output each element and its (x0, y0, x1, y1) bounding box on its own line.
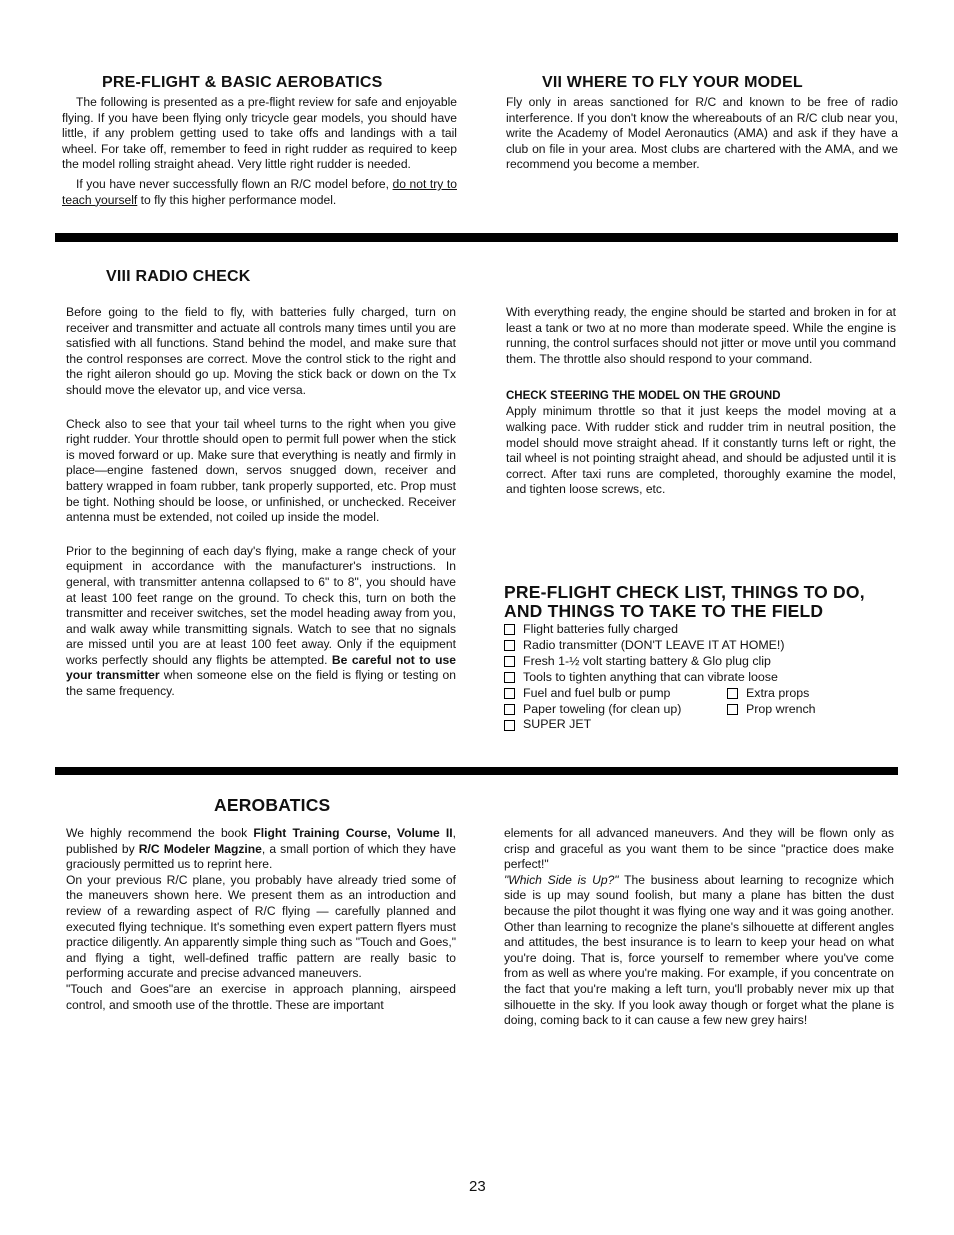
checklist-row (504, 702, 898, 718)
radio-check-paragraph-4: With everything ready, the engine should be started and broken in for at least a tank or two at no more than moderate speed. While the engine is running, the control surfaces should not jitter or move until you command them. The throttle also should respond to your command. (506, 305, 896, 366)
checklist-heading-line-2: AND THINGS TO TAKE TO THE FIELD (504, 601, 824, 621)
checklist-item[interactable]: SUPER JET (504, 717, 898, 733)
checkbox-icon[interactable] (504, 672, 515, 683)
section-divider-top (55, 233, 898, 242)
checklist-item[interactable]: Radio transmitter (DON'T LEAVE IT AT HOME!) (504, 638, 898, 654)
aerobatics-left-column (66, 826, 456, 1013)
checkbox-icon[interactable] (727, 704, 738, 715)
aerobatics-paragraph-2: On your previous R/C plane, you probably have already tried some of the maneuvers shown here. We present them as an introduction and review of a rewarding aspect of R/C flying — carefully planned and executed flying technique. It's something even expert pattern flyers must practice diligently. An apparently simple thing such as "Touch and Goes," and flying a tight, well-defined traffic pattern are really basic to performing accurate and precise advanced maneuvers. (66, 872, 456, 981)
checklist-item[interactable]: Paper toweling (for clean up) (504, 702, 727, 718)
aerobatics-paragraph-5: "Which Side is Up?" The business about learning to recognize which side is up may sound foolish, but many a plane has bitten the dust because the pilot thought it was flying one way and it was going another. Other than learning to recognize the plane's silhouette at different angles and attitudes, the best insurance is to learn to keep your head on what you're doing. That is, force yourself to remember where you've come from as well as where you're making. For example, if you concentrate on the fact that you're making a left turn, you'll probably never mix up that silhouette in the sky. If you look away though or forget what the plane is doing, coming back to it can cause a few new grey hairs! (504, 872, 894, 1028)
radio-check-left-column (66, 305, 456, 700)
which-side-up-lead: "Which Side is Up?" (504, 872, 619, 887)
checklist-heading-line-1: PRE-FLIGHT CHECK LIST, THINGS TO DO, (504, 582, 865, 602)
checkbox-icon[interactable] (504, 624, 515, 635)
checkbox-icon[interactable] (727, 688, 738, 699)
aerobatics-heading: AEROBATICS (214, 795, 331, 815)
checkbox-icon[interactable] (504, 640, 515, 651)
radio-check-paragraph-2: Check also to see that your tail wheel turns to the right when you give right rudder. Your throttle should open to permit full power when the stick is moved forward or up. Make sure that everything is neatly and firmly in place—engine fastened down, servos snugged down, receiver and battery wrapped in foam rubber, tank properly supported, etc. Prop must be tight. Nothing should be loose, or unfinished, or unchecked. Receiver antenna must be extended, not coiled up inside the model. (66, 416, 456, 525)
checklist-row (504, 686, 898, 702)
preflight-heading: PRE-FLIGHT & BASIC AEROBATICS (102, 74, 383, 91)
checkbox-icon[interactable] (504, 704, 515, 715)
section-divider-bottom (55, 767, 898, 775)
checkbox-icon[interactable] (504, 656, 515, 667)
aerobatics-right-column (504, 826, 894, 1029)
publisher-name: R/C Modeler Magzine (138, 841, 262, 856)
checklist-item[interactable]: Tools to tighten anything that can vibrate loose (504, 670, 898, 686)
preflight-paragraph-2: If you have never successfully flown an R/C model before, do not try to teach yourself to fly this higher performance model. (62, 176, 457, 207)
where-to-fly-body: Fly only in areas sanctioned for R/C and known to be free of radio interference. If you don't know the whereabouts of an R/C club near you, write the Academy of Model Aeronautics (AMA) and ask if they have a club on file in your area. Most clubs are chartered with the AMA, and we recommend you become a member. (506, 95, 898, 172)
checklist-item[interactable]: Fuel and fuel bulb or pump (504, 686, 727, 702)
aerobatics-paragraph-1: We highly recommend the book Flight Training Course, Volume II, published by R/C Modeler Magzine, a small portion of which they have graciously permitted us to reprint here. (66, 826, 456, 872)
aerobatics-paragraph-3: "Touch and Goes"are an exercise in approach planning, airspeed control, and smooth use of the throttle. These are important (66, 981, 456, 1012)
checkbox-icon[interactable] (504, 720, 515, 731)
aerobatics-paragraph-4: elements for all advanced maneuvers. And they will be flown only as crisp and graceful as you want them to be since "practice does make perfect!" (504, 826, 894, 872)
radio-check-paragraph-3: Prior to the beginning of each day's flying, make a range check of your equipment in accordance with the manufacturer's instructions. In general, with transmitter antenna collapsed to 6" to 8", you should have at least 100 feet range on the ground. To check this, turn on both the transmitter and receiver switches, set the model heading away from you, and walk away while transmitting signals. Watch to see that no signals are missed until you are at least 100 feet away. Only if the equipment works perfectly should any flights be attempted. Be careful not to use your transmitter when someone else on the field is flying or testing on the same frequency. (66, 543, 456, 699)
preflight-warning-underline: do not try to teach yourself (62, 176, 457, 207)
transmitter-warning: Be careful not to use your transmitter (66, 652, 456, 683)
checklist-item[interactable]: Extra props (727, 686, 809, 702)
checklist-item[interactable]: Prop wrench (727, 702, 816, 718)
checklist-section (504, 583, 898, 733)
steering-heading: CHECK STEERING THE MODEL ON THE GROUND (506, 390, 781, 403)
steering-body: Apply minimum throttle so that it just keeps the model moving at a walking pace. With rudder stick and rudder trim in neutral position, the model should move straight ahead. If it constantly turns left or right, the tail wheel is not pointing straight ahead, and should be adjusted until it is correct. After taxi runs are completed, thoroughly examine the model, and tighten loose screws, etc. (506, 404, 896, 497)
preflight-paragraph-1: The following is presented as a pre-flight review for safe and enjoyable flying. If you have been flying only tricycle gear models, you should have little, if any problem getting used to take offs and landings with a tail wheel. For take off, remember to feed in right rudder as required to keep the model rolling straight ahead. Very little right rudder is needed. (62, 95, 457, 172)
where-to-fly-section (506, 74, 898, 173)
checkbox-icon[interactable] (504, 688, 515, 699)
preflight-section (62, 74, 457, 208)
book-title: Flight Training Course, Volume II (253, 826, 453, 840)
radio-check-right-column (506, 305, 896, 498)
checklist-item[interactable]: Flight batteries fully charged (504, 622, 898, 638)
where-to-fly-heading: VII WHERE TO FLY YOUR MODEL (542, 74, 803, 91)
page-number: 23 (469, 1178, 486, 1195)
radio-check-paragraph-1: Before going to the field to fly, with batteries fully charged, turn on receiver and transmitter and actuate all controls many times until you are satisfied with all functions. Stand behind the model, and make sure that the control responses are correct. Move the control stick to the right and the right aileron should go up. Moving the stick back or down on the Tx should move the elevator up, and vice versa. (66, 305, 456, 397)
checklist (504, 622, 898, 733)
radio-check-heading: VIII RADIO CHECK (106, 268, 251, 285)
checklist-item[interactable]: Fresh 1-½ volt starting battery & Glo plug clip (504, 654, 898, 670)
